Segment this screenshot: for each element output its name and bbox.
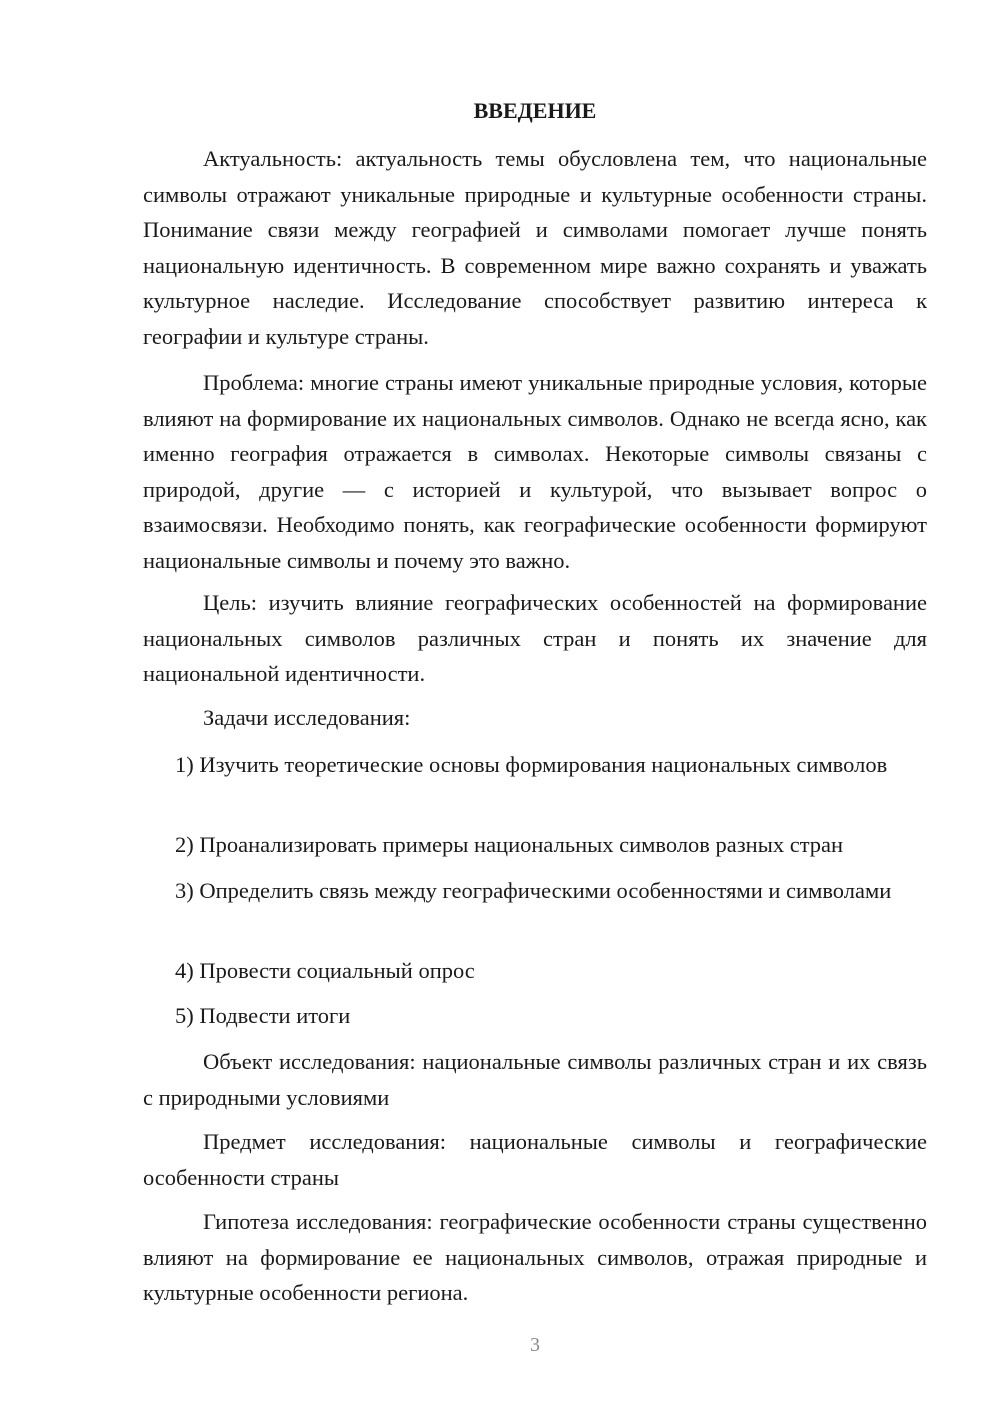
paragraph-problem: Проблема: многие страны имеют уникальные природные условия, которые влияют на формирование их национальных символов. Однако не всегда ясно, как именно география отражается в символах. Некоторые символы связаны с природой, другие — с историей и культурой, что вызывает вопрос о взаимосвязи. Необходимо понять, как географические особенности формируют национальные символы и почему это важно. xyxy=(143,370,927,573)
section-title: ВВЕДЕНИЕ xyxy=(473,98,597,123)
task-item-4: 4) Провести социальный опрос xyxy=(175,958,475,983)
paragraph-object: Объект исследования: национальные символы различных стран и их связь с природными условиями xyxy=(143,1049,927,1110)
task-item-2: 2) Проанализировать примеры национальных символов разных стран xyxy=(175,832,844,857)
paragraph-goal: Цель: изучить влияние географических особенностей на формирование национальных символов различных стран и понять их значение для национальной идентичности. xyxy=(143,590,927,686)
paragraph-relevance: Актуальность: актуальность темы обусловлена тем, что национальные символы отражают уникальные природные и культурные особенности страны. Понимание связи между географией и символами помогает лучше понять национальную идентичность. В современном мире важно сохранять и уважать культурное наследие. Исследование способствует развитию интереса к географии и культуре страны. xyxy=(143,146,927,349)
paragraph-hypothesis: Гипотеза исследования: географические особенности страны существенно влияют на формирование ее национальных символов, отражая природные и культурные особенности региона. xyxy=(143,1209,927,1305)
page-number: 3 xyxy=(530,1334,540,1356)
task-item-3: 3) Определить связь между географическими особенностями и символами xyxy=(175,878,892,903)
paragraph-subject: Предмет исследования: национальные символы и географические особенности страны xyxy=(143,1129,927,1190)
task-item-1: 1) Изучить теоретические основы формирования национальных символов xyxy=(175,752,888,777)
task-item-5: 5) Подвести итоги xyxy=(175,1003,351,1028)
tasks-heading: Задачи исследования: xyxy=(203,705,411,730)
document-page xyxy=(143,0,927,1414)
